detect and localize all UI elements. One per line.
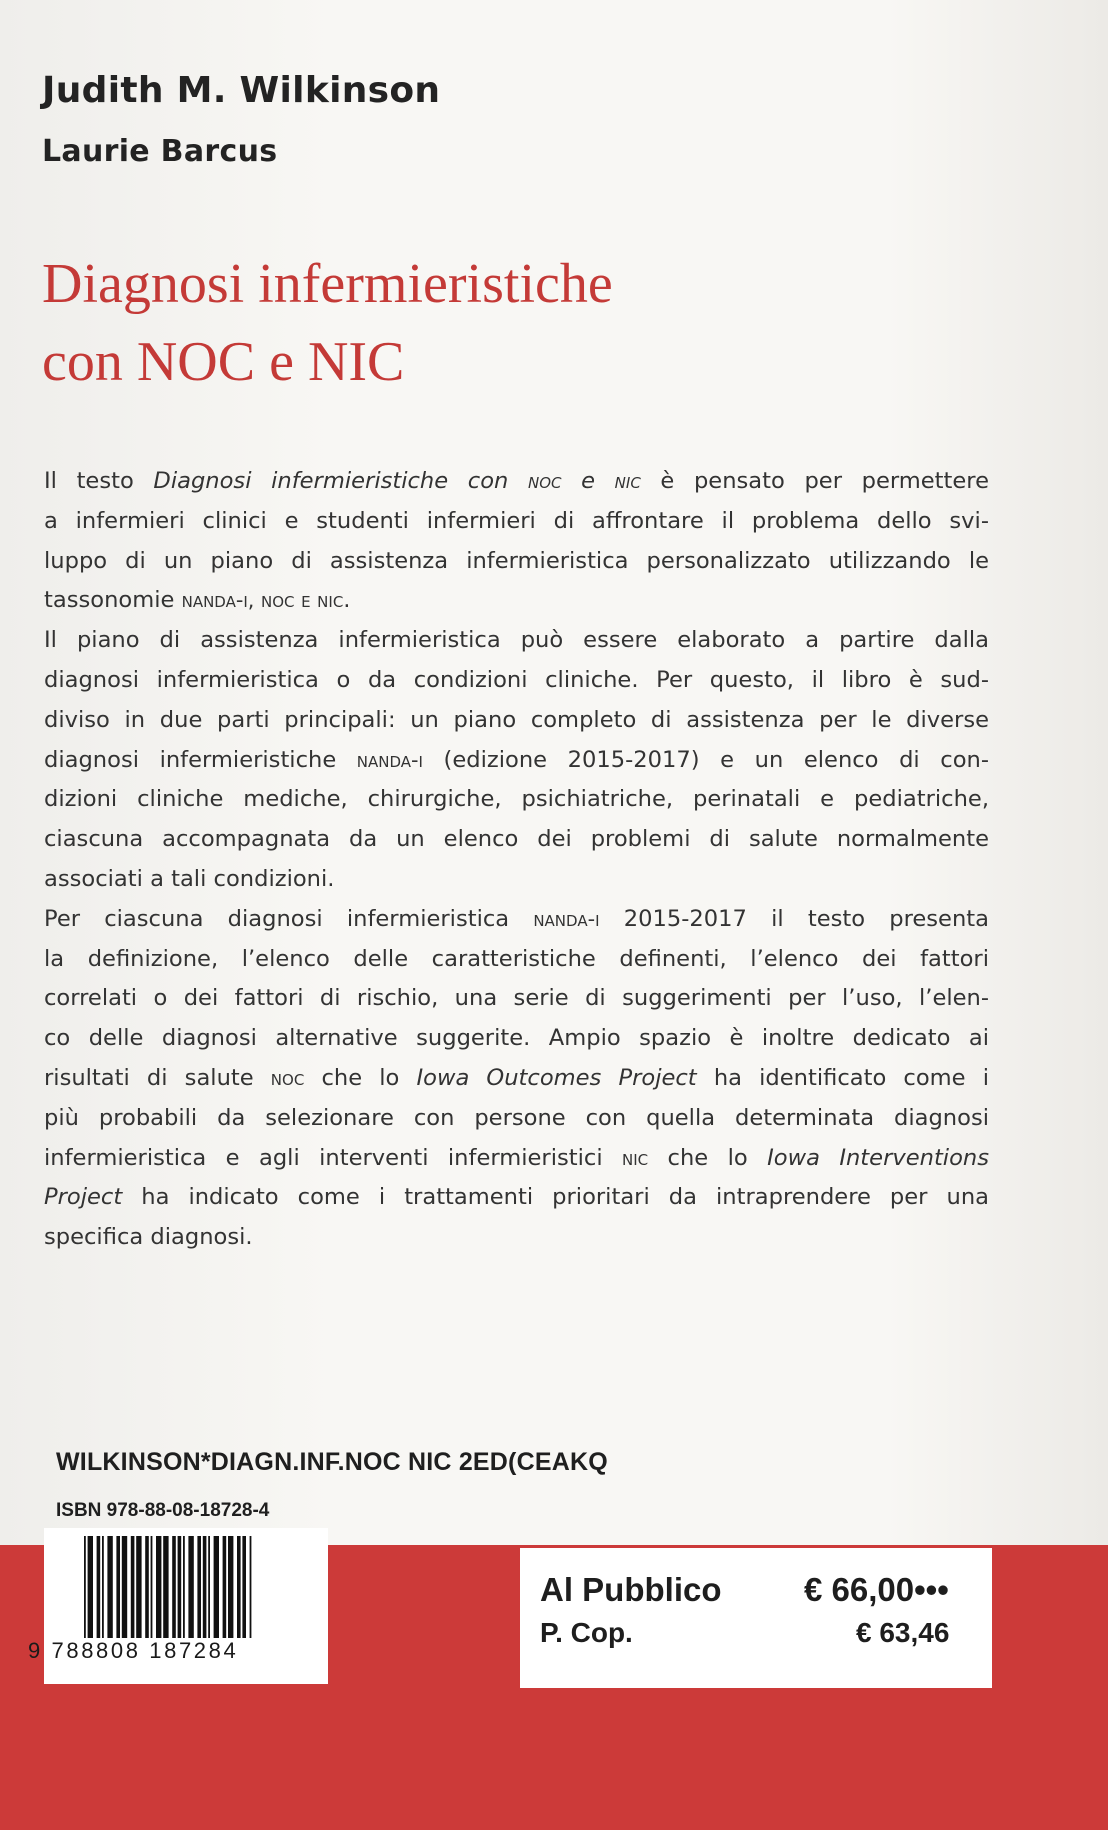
barcode-bar bbox=[102, 1536, 104, 1638]
blurb-line: più probabili da selezionare con persone con quella determinata diagnosi bbox=[44, 1104, 989, 1131]
isbn-label: ISBN 978-88-08-18728-4 bbox=[56, 1500, 270, 1521]
blurb-line: associati a tali condizioni. bbox=[44, 865, 335, 892]
blurb-line: diagnosi infermieristica o da condizioni cliniche. Per questo, il libro è sud- bbox=[44, 666, 989, 693]
barcode-bar bbox=[188, 1536, 193, 1638]
barcode-bar bbox=[203, 1536, 207, 1638]
barcode-bar bbox=[197, 1536, 201, 1638]
blurb-line: Project ha indicato come i trattamenti prioritari da intraprendere per una bbox=[44, 1184, 989, 1211]
blurb-line: a infermieri clinici e studenti infermieri di affrontare il problema dello svi- bbox=[44, 507, 989, 534]
blurb-paragraph-2 bbox=[44, 621, 989, 900]
barcode-bar bbox=[178, 1536, 182, 1638]
author-secondary: Laurie Barcus bbox=[42, 134, 278, 169]
barcode-bar bbox=[156, 1536, 161, 1638]
barcode-bar bbox=[237, 1536, 241, 1638]
blurb-line: diagnosi infermieristiche nanda-i (edizione 2015-2017) e un elenco di con- bbox=[44, 746, 989, 773]
blurb-line: correlati o dei fattori di rischio, una serie di suggerimenti per l’uso, l’elen- bbox=[44, 985, 989, 1012]
blurb-line: infermieristica e agli interventi infermieristici nic che lo Iowa Interventions bbox=[44, 1144, 989, 1171]
blurb-line: specifica diagnosi. bbox=[44, 1224, 253, 1251]
barcode-bar bbox=[163, 1536, 168, 1638]
catalog-code: WILKINSON*DIAGN.INF.NOC NIC 2ED(CEAKQ bbox=[56, 1448, 608, 1476]
blurb-paragraph-1 bbox=[44, 462, 989, 621]
barcode-bar bbox=[88, 1536, 93, 1638]
cover-price-value: € 63,46 bbox=[856, 1617, 950, 1648]
barcode-bar bbox=[151, 1536, 153, 1638]
author-primary: Judith M. Wilkinson bbox=[42, 70, 441, 111]
blurb-line: ciascuna accompagnata da un elenco dei problemi di salute normalmente bbox=[44, 826, 989, 853]
book-blurb bbox=[44, 462, 989, 1258]
public-price-value: € 66,00••• bbox=[804, 1571, 949, 1608]
barcode-bar bbox=[84, 1536, 86, 1638]
barcode-bar bbox=[250, 1536, 252, 1638]
barcode-bar bbox=[223, 1536, 227, 1638]
blurb-line: co delle diagnosi alternative suggerite. Ampio spazio è inoltre dedicato ai bbox=[44, 1025, 989, 1052]
barcode-bar bbox=[97, 1536, 101, 1638]
public-price-label: Al Pubblico bbox=[540, 1571, 722, 1608]
blurb-line: risultati di salute noc che lo Iowa Outcomes Project ha identificato come i bbox=[44, 1064, 989, 1091]
barcode-bar bbox=[107, 1536, 112, 1638]
barcode-bar bbox=[172, 1536, 176, 1638]
barcode-bar bbox=[228, 1536, 233, 1638]
blurb-line: Per ciascuna diagnosi infermieristica nanda-i 2015-2017 il testo presenta bbox=[44, 905, 989, 932]
book-title-line-1: Diagnosi infermieristiche bbox=[42, 253, 613, 315]
barcode-bar bbox=[183, 1536, 185, 1638]
cover-price-label: P. Cop. bbox=[540, 1617, 633, 1648]
blurb-line: Il piano di assistenza infermieristica può essere elaborato a partire dalla bbox=[44, 627, 989, 654]
barcode-bar bbox=[116, 1536, 120, 1638]
blurb-paragraph-3 bbox=[44, 900, 989, 1258]
blurb-line: dizioni cliniche mediche, chirurgiche, psichiatriche, perinatali e pediatriche, bbox=[44, 786, 989, 813]
blurb-line: Il testo Diagnosi infermieristiche con noc e nic è pensato per permettere bbox=[44, 468, 989, 494]
barcode-bar bbox=[145, 1536, 149, 1638]
barcode-digits: 9 788808 187284 bbox=[28, 1638, 239, 1663]
barcode-bar bbox=[242, 1536, 246, 1638]
blurb-line: diviso in due parti principali: un piano completo di assistenza per le diverse bbox=[44, 706, 989, 733]
book-title-line-2: con NOC e NIC bbox=[42, 331, 405, 393]
book-title bbox=[42, 245, 613, 401]
barcode-bar bbox=[136, 1536, 141, 1638]
blurb-line: tassonomie nanda-i, noc e nic. bbox=[44, 587, 351, 614]
blurb-line: luppo di un piano di assistenza infermieristica personalizzato utilizzando le bbox=[44, 547, 989, 574]
barcode-bar bbox=[131, 1536, 135, 1638]
blurb-line: la definizione, l’elenco delle caratteristiche definenti, l’elenco dei fattori bbox=[44, 945, 989, 972]
barcode-bar bbox=[208, 1536, 210, 1638]
barcode-bar bbox=[214, 1536, 219, 1638]
barcode-bar bbox=[122, 1536, 127, 1638]
